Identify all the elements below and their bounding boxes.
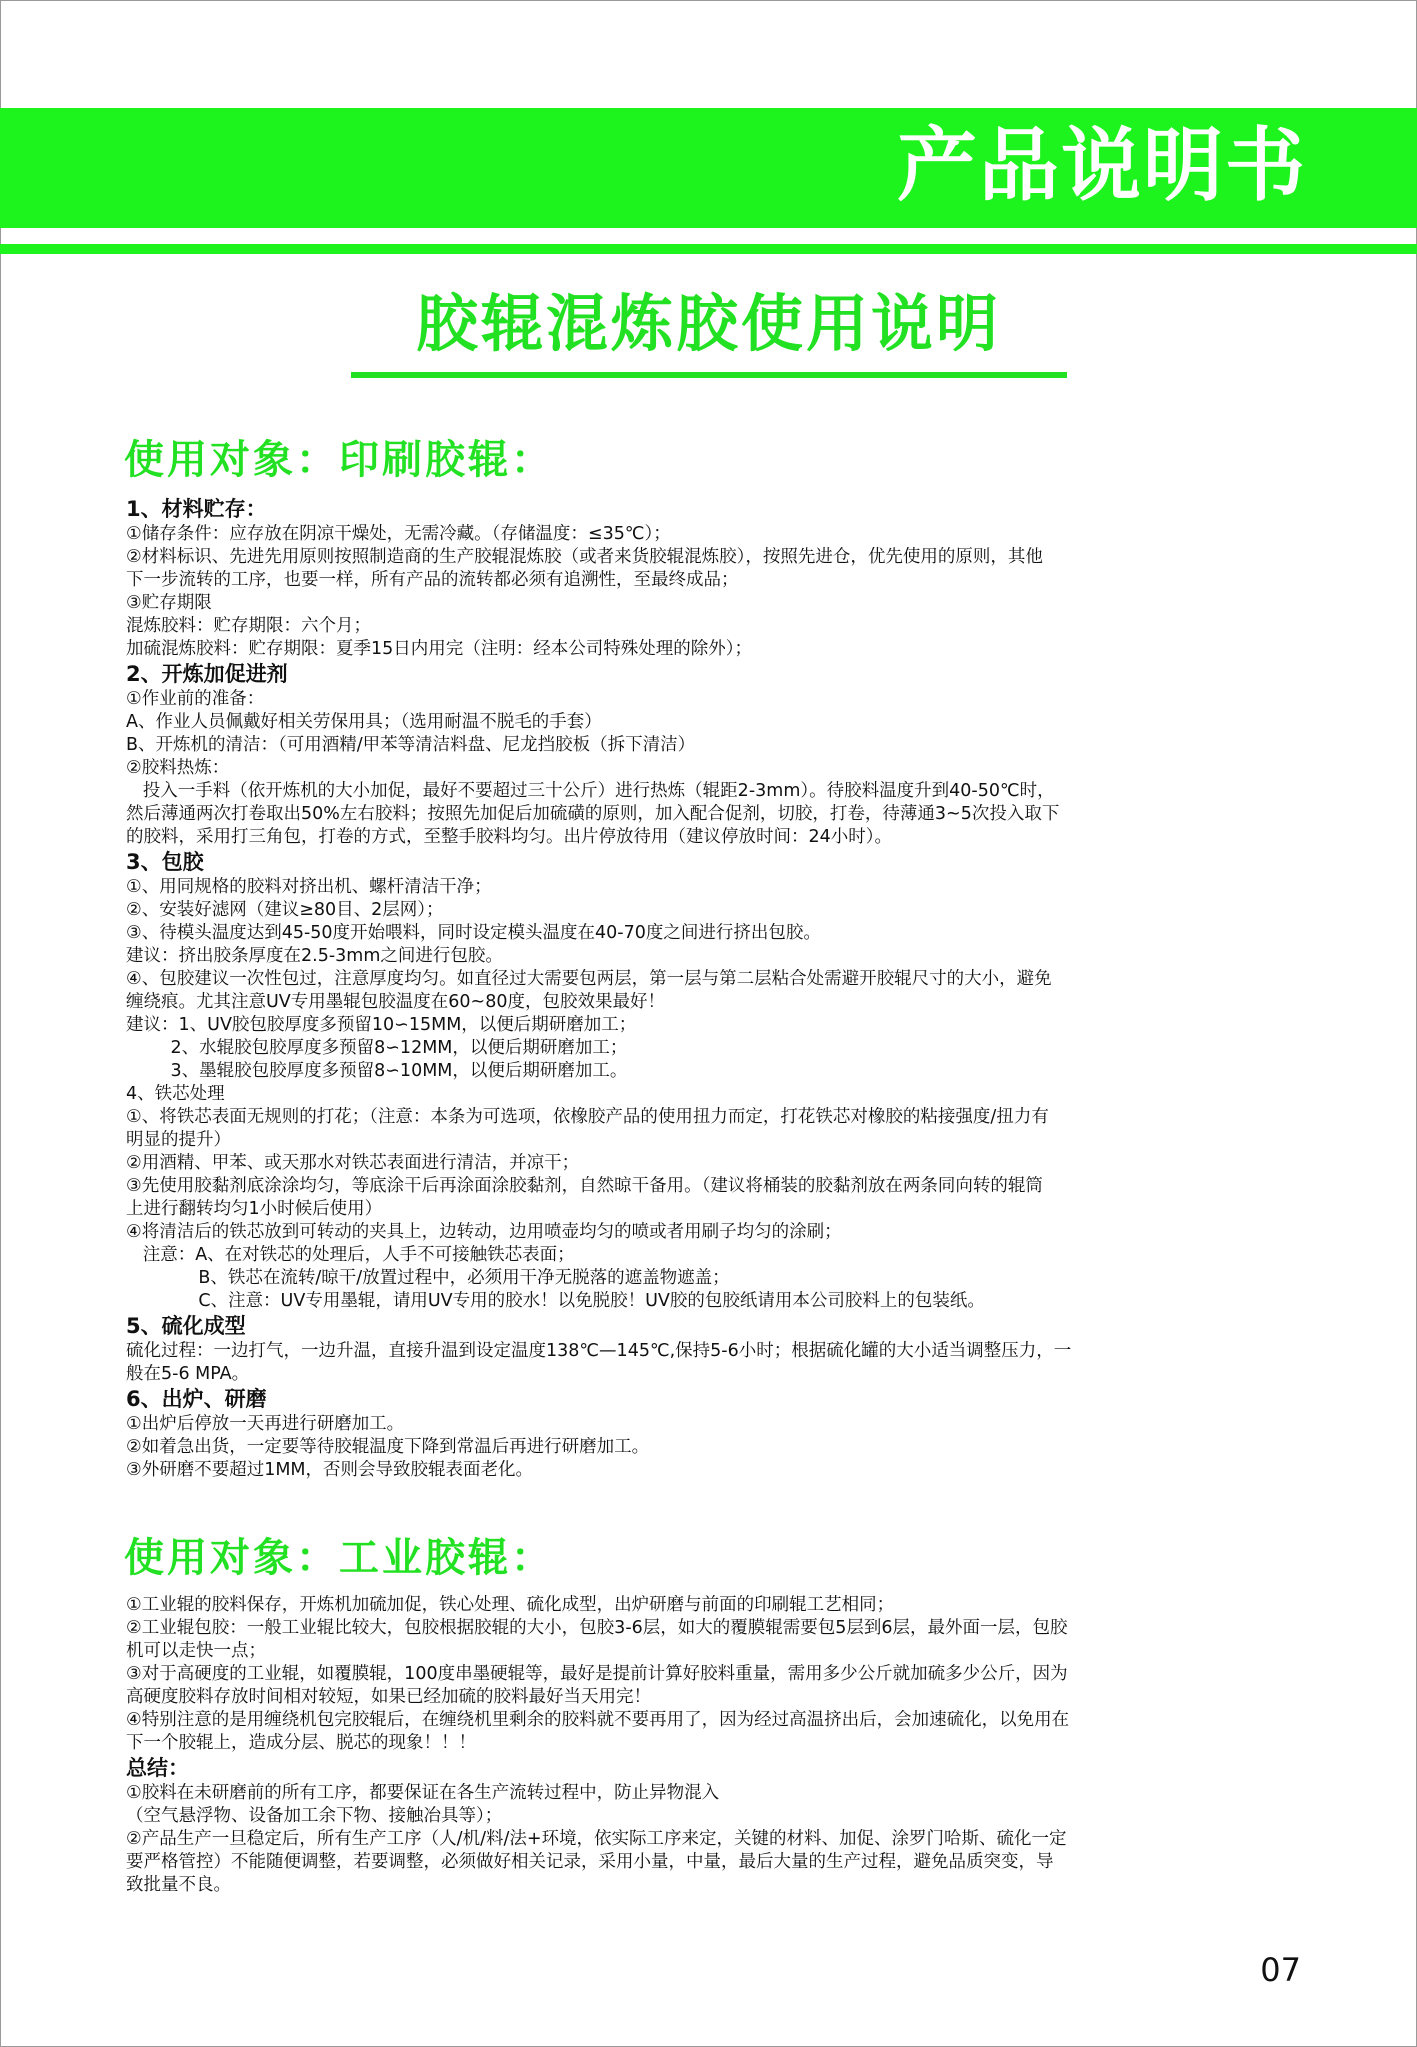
section-heading-industrial-rollers: 使用对象：工业胶辊： [124, 1535, 554, 1581]
section-heading-printing-rollers: 使用对象：印刷胶辊： [124, 437, 554, 483]
text-line: 下一个胶辊上，造成分层、脱芯的现象！！！ [126, 1733, 476, 1753]
section-body-printing-rollers [126, 496, 1306, 1482]
text-line: （空气悬浮物、设备加工余下物、接触冶具等）； [126, 1806, 503, 1826]
subsection-heading: 6、出炉、研磨 [126, 1387, 267, 1411]
text-line: 2、水辊胶包胶厚度多预留8∽12MM，以便后期研磨加工； [126, 1038, 628, 1058]
text-line: ①胶料在未研磨前的所有工序，都要保证在各生产流转过程中，防止异物混入 [126, 1783, 720, 1803]
subsection-heading: 总结： [126, 1756, 189, 1780]
text-line: ②、安装好滤网（建议≥80目、2层网）； [126, 900, 444, 920]
text-line: 缠绕痕。尤其注意UV专用墨辊包胶温度在60~80度，包胶效果最好！ [126, 992, 665, 1012]
text-line: 加硫混炼胶料：贮存期限：夏季15日内用完（注明：经本公司特殊处理的除外）； [126, 639, 753, 659]
page-number: 07 [1260, 1951, 1301, 1989]
text-line: 4、铁芯处理 [126, 1084, 225, 1104]
text-line: ①、将铁芯表面无规则的打花；（注意：本条为可选项，依橡胶产品的使用扭力而定，打花铁芯对橡胶的粘接强度/扭力有 [126, 1107, 1049, 1127]
text-line: 般在5-6 MPA。 [126, 1364, 250, 1384]
text-line: 3、墨辊胶包胶厚度多预留8∽10MM，以便后期研磨加工。 [126, 1061, 628, 1081]
text-line: B、开炼机的清洁：（可用酒精/甲苯等清洁料盘、尼龙挡胶板（拆下清洁） [126, 735, 696, 755]
text-line: 建议：挤出胶条厚度在2.5-3mm之间进行包胶。 [126, 946, 503, 966]
text-line: ②如着急出货，一定要等待胶辊温度下降到常温后再进行研磨加工。 [126, 1437, 650, 1457]
text-line: 下一步流转的工序，也要一样，所有产品的流转都必须有追溯性，至最终成品； [126, 570, 739, 590]
text-line: 混炼胶料：贮存期限：六个月； [126, 616, 371, 636]
text-line: ②用酒精、甲苯、或天那水对铁芯表面进行清洁，并凉干； [126, 1153, 580, 1173]
text-line: ④、包胶建议一次性包过，注意厚度均匀。如直径过大需要包两层，第一层与第二层粘合处需避开胶辊尺寸的大小，避免 [126, 969, 1052, 989]
text-line: 硫化过程：一边打气，一边升温，直接升温到设定温度138℃—145℃,保持5-6小时；根据硫化罐的大小适当调整压力，一 [126, 1341, 1072, 1361]
text-line: ③贮存期限 [126, 593, 212, 613]
text-line: B、铁芯在流转/晾干/放置过程中，必须用干净无脱落的遮盖物遮盖； [126, 1268, 730, 1288]
subsection-heading: 3、包胶 [126, 850, 204, 874]
section-body-industrial-rollers [126, 1594, 1306, 1897]
text-line: ①、用同规格的胶料对挤出机、螺杆清洁干净； [126, 877, 492, 897]
subsection-heading: 5、硫化成型 [126, 1314, 246, 1338]
text-line: ③、待模头温度达到45-50度开始喂料，同时设定模头温度在40-70度之间进行挤出包胶。 [126, 923, 821, 943]
text-line: 要严格管控）不能随便调整，若要调整，必须做好相关记录，采用小量，中量，最后大量的生产过程，避免品质突变，导 [126, 1852, 1054, 1872]
text-line: ②产品生产一旦稳定后，所有生产工序（人/机/料/法+环境，依实际工序来定，关键的材料、加促、涂罗门哈斯、硫化一定 [126, 1829, 1067, 1849]
text-line: ②胶料热炼： [126, 758, 230, 778]
header-title: 产品说明书 [897, 119, 1307, 212]
text-line: ①出炉后停放一天再进行研磨加工。 [126, 1414, 405, 1434]
text-line: ①作业前的准备： [126, 689, 265, 709]
text-line: 然后薄通两次打卷取出50%左右胶料；按照先加促后加硫磺的原则，加入配合促剂，切胶，打卷，待薄通3~5次投入取下 [126, 804, 1060, 824]
text-line: 投入一手料（依开炼机的大小加促，最好不要超过三十公斤）进行热炼（辊距2-3mm）。待胶料温度升到40-50℃时， [126, 781, 1055, 801]
text-line: 建议：1、UV胶包胶厚度多预留10∽15MM，以便后期研磨加工； [126, 1015, 637, 1035]
text-line: 致批量不良。 [126, 1875, 231, 1895]
text-line: ③外研磨不要超过1MM，否则会导致胶辊表面老化。 [126, 1460, 534, 1480]
text-line: 上进行翻转均匀1小时候后使用） [126, 1199, 383, 1219]
text-line: C、注意：UV专用墨辊，请用UV专用的胶水！以免脱胶！UV胶的包胶纸请用本公司胶料上的包装纸。 [126, 1291, 985, 1311]
text-line: ①工业辊的胶料保存，开炼机加硫加促，铁心处理、硫化成型，出炉研磨与前面的印刷辊工艺相同； [126, 1595, 895, 1615]
subsection-heading: 1、材料贮存： [126, 497, 267, 521]
text-line: ④特别注意的是用缠绕机包完胶辊后，在缠绕机里剩余的胶料就不要再用了，因为经过高温挤出后，会加速硫化，以免用在 [126, 1710, 1070, 1730]
text-line: 高硬度胶料存放时间相对较短，如果已经加硫的胶料最好当天用完！ [126, 1687, 651, 1707]
subsection-heading: 2、开炼加促进剂 [126, 662, 288, 686]
text-line: ④将清洁后的铁芯放到可转动的夹具上，边转动，边用喷壶均匀的喷或者用刷子均匀的涂刷； [126, 1222, 842, 1242]
header-stripe [0, 244, 1417, 254]
text-line: ②工业辊包胶：一般工业辊比较大，包胶根据胶辊的大小，包胶3-6层，如大的覆膜辊需要包5层到6层，最外面一层，包胶 [126, 1618, 1068, 1638]
text-line: ①储存条件：应存放在阴凉干燥处，无需冷藏。（存储温度：≤35℃）； [126, 524, 671, 544]
text-line: 注意：A、在对铁芯的处理后，人手不可接触铁芯表面； [126, 1245, 575, 1265]
text-line: 机可以走快一点； [126, 1641, 266, 1661]
document-title: 胶辊混炼胶使用说明 [415, 287, 1001, 360]
text-line: 的胶料，采用打三角包，打卷的方式，至整手胶料均匀。出片停放待用（建议停放时间：24小时）。 [126, 827, 893, 847]
text-line: ③先使用胶黏剂底涂涂均匀，等底涂干后再涂面涂胶黏剂，自然晾干备用。（建议将桶装的胶黏剂放在两条同向转的辊筒 [126, 1176, 1043, 1196]
text-line: 明显的提升） [126, 1130, 231, 1150]
text-line: A、作业人员佩戴好相关劳保用具；（选用耐温不脱毛的手套） [126, 712, 602, 732]
title-underline [351, 372, 1067, 378]
text-line: ②材料标识、先进先用原则按照制造商的生产胶辊混炼胶（或者来货胶辊混炼胶），按照先进仓，优先使用的原则，其他 [126, 547, 1043, 567]
text-line: ③对于高硬度的工业辊，如覆膜辊，100度串墨硬辊等，最好是提前计算好胶料重量，需用多少公斤就加硫多少公斤，因为 [126, 1664, 1068, 1684]
